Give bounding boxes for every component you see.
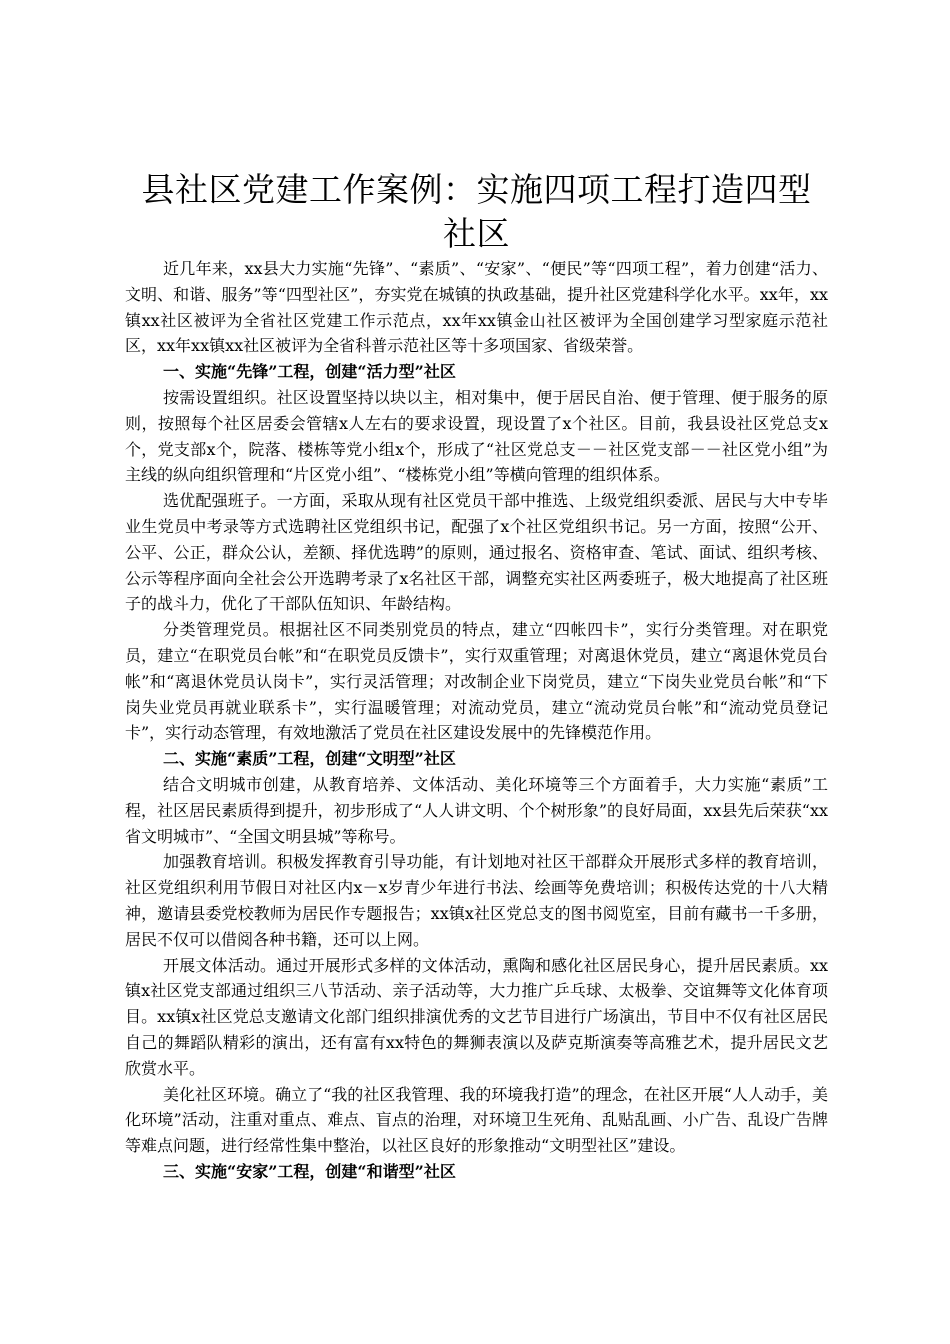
paragraph-organization: 按需设置组织。社区设置坚持以块以主，相对集中，便于居民自治、便于管理、便于服务的原则，按照每个社区居委会管辖x人左右的要求设置，现设置了x个社区。目前，我县设社区党总支x个，党支部x个，院落、楼栋等党小组x个，形成了“社区党总支－－社区党支部－－社区党小组”为主线的纵向组织管理和“片区党小组”、“楼栋党小组”等横向管理的组织体系。	[125, 387, 828, 485]
section-heading-1: 一、实施“先锋”工程，创建“活力型”社区	[163, 362, 456, 382]
paragraph-civilization: 结合文明城市创建，从教育培养、文体活动、美化环境等三个方面着手，大力实施“素质”工程，社区居民素质得到提升，初步形成了“人人讲文明、个个树形象”的良好局面，xx县先后荣获“xx省文明城市”、“全国文明县城”等称号。	[125, 774, 828, 846]
paragraph-intro: 近几年来，xx县大力实施“先锋”、“素质”、“安家”、“便民”等“四项工程”，着力创建“活力、文明、和谐、服务”等“四型社区”，夯实党在城镇的执政基础，提升社区党建科学化水平。xx年，xx镇xx社区被评为全省社区党建工作示范点，xx年xx镇金山社区被评为全国创建学习型家庭示范社区，xx年xx镇xx社区被评为全省科普示范社区等十多项国家、省级荣誉。	[125, 259, 828, 356]
section-heading-2: 二、实施“素质”工程，创建“文明型”社区	[163, 749, 456, 769]
paragraph-education: 加强教育培训。积极发挥教育引导功能，有计划地对社区干部群众开展形式多样的教育培训，社区党组织利用节假日对社区内x－x岁青少年进行书法、绘画等免费培训；积极传达党的十八大精神，邀请县委党校教师为居民作专题报告；xx镇x社区党总支的图书阅览室，目前有藏书一千多册，居民不仅可以借阅各种书籍，还可以上网。	[125, 852, 828, 949]
document-page	[125, 168, 828, 1185]
document-title: 县社区党建工作案例：实施四项工程打造四型社区	[141, 170, 812, 253]
section-heading-3: 三、实施“安家”工程，创建“和谐型”社区	[163, 1161, 456, 1181]
paragraph-party-members: 分类管理党员。根据社区不同类别党员的特点，建立“四帐四卡”，实行分类管理。对在职党员，建立“在职党员台帐”和“在职党员反馈卡”，实行双重管理；对离退休党员，建立“离退休党员台帐”和“离退休党员认岗卡”，实行灵活管理；对改制企业下岗党员，建立“下岗失业党员台帐”和“下岗失业党员再就业联系卡”，实行温暖管理；对流动党员，建立“流动党员台帐”和“流动党员登记卡”，实行动态管理，有效地激活了党员在社区建设发展中的先锋模范作用。	[125, 620, 828, 743]
paragraph-activities: 开展文体活动。通过开展形式多样的文体活动，熏陶和感化社区居民身心，提升居民素质。xx镇x社区党支部通过组织三八节活动、亲子活动等，大力推广乒乓球、太极拳、交谊舞等文化体育项目。xx镇x社区党总支邀请文化部门组织排演优秀的文艺节目进行广场演出，节目中不仅有社区居民自己的舞蹈队精彩的演出，还有富有xx特色的舞狮表演以及萨克斯演奏等高雅艺术，提升居民文艺欣赏水平。	[125, 955, 828, 1078]
paragraph-environment: 美化社区环境。确立了“我的社区我管理、我的环境我打造”的理念，在社区开展“人人动手，美化环境”活动，注重对重点、难点、盲点的治理，对环境卫生死角、乱贴乱画、小广告、乱设广告牌等难点问题，进行经常性集中整治，以社区良好的形象推动“文明型社区”建设。	[125, 1084, 828, 1156]
paragraph-leadership: 选优配强班子。一方面，采取从现有社区党员干部中推选、上级党组织委派、居民与大中专毕业生党员中考录等方式选聘社区党组织书记，配强了x个社区党组织书记。另一方面，按照“公开、公平、公正，群众公认，差额、择优选聘”的原则，通过报名、资格审查、笔试、面试、组织考核、公示等程序面向全社会公开选聘考录了x名社区干部，调整充实社区两委班子，极大地提高了社区班子的战斗力，优化了干部队伍知识、年龄结构。	[125, 491, 828, 614]
